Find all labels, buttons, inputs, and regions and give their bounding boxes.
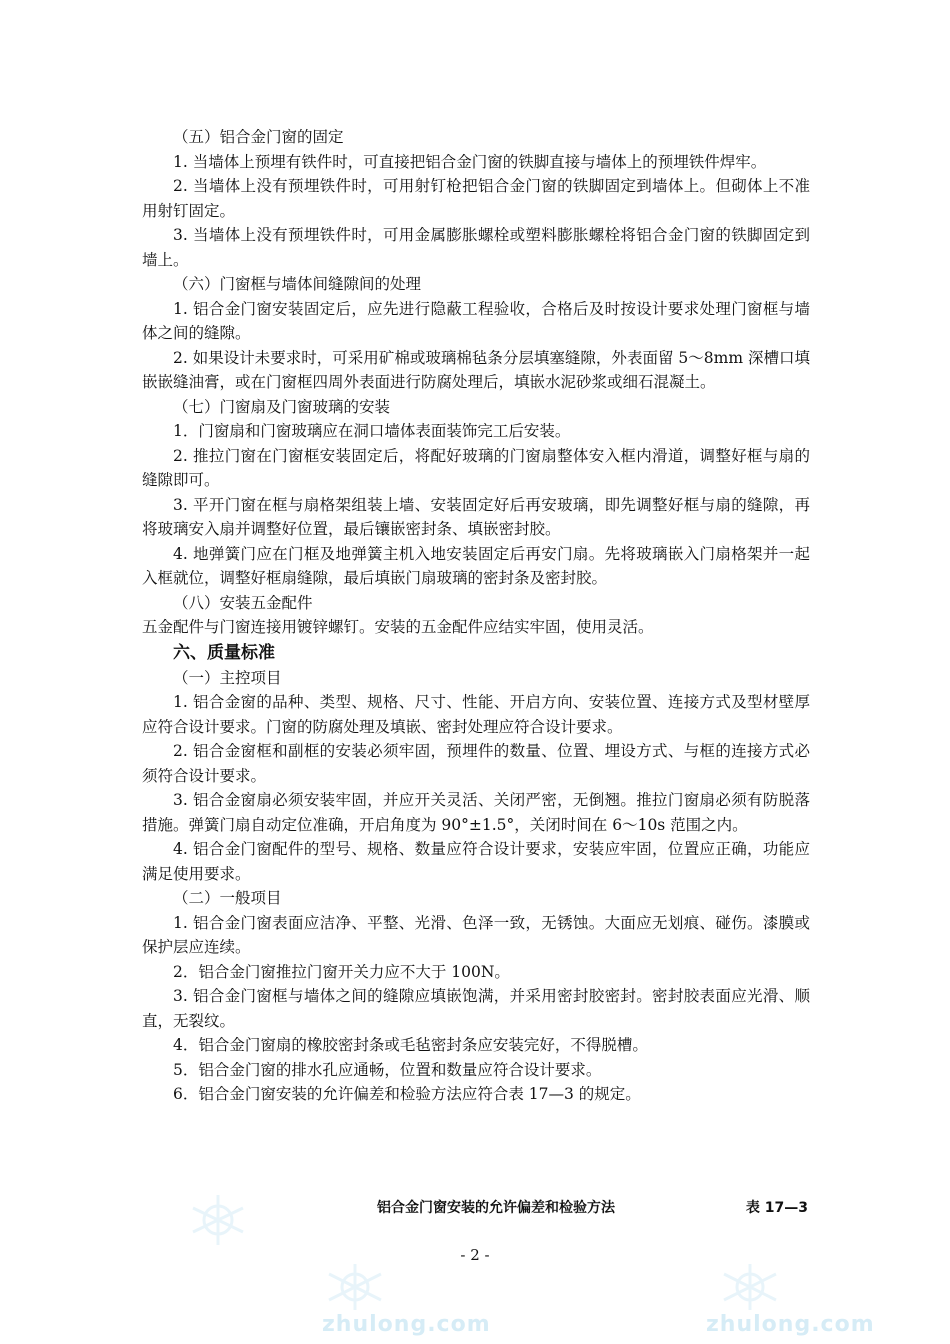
paragraph: 3. 铝合金窗扇必须安装牢固，并应开关灵活、关闭严密，无倒翘。推拉门窗扇必须有防脱落措施。弹簧门扇自动定位准确，开启角度为 90°±1.5°，关闭时间在 6～10s 范围之内。 [142,791,810,834]
paragraph: 1. 铝合金窗的品种、类型、规格、尺寸、性能、开启方向、安装位置、连接方式及型材壁厚应符合设计要求。门窗的防腐处理及填嵌、密封处理应符合设计要求。 [142,693,810,736]
paragraph: 1. 铝合金门窗安装固定后，应先进行隐蔽工程验收，合格后及时按设计要求处理门窗框与墙体之间的缝隙。 [142,299,810,342]
paragraph: 2. 如果设计未要求时，可采用矿棉或玻璃棉毡条分层填塞缝隙，外表面留 5～8mm 深槽口填嵌嵌缝油膏，或在门窗框四周外表面进行防腐处理后，填嵌水泥砂浆或细石混凝土。 [142,348,810,391]
watermark-logo-center [305,1262,405,1312]
chapter-heading-quality-standard: 六、质量标准 [173,642,275,663]
table-caption [142,1197,810,1219]
section-heading-general-items: （二）一般项目 [173,889,282,907]
section-heading-main-items: （一）主控项目 [173,668,282,687]
paragraph: 4．铝合金门窗扇的橡胶密封条或毛毡密封条应安装完好，不得脱槽。 [173,1036,648,1054]
paragraph: 五金配件与门窗连接用镀锌螺钉。安装的五金配件应结实牢固，使用灵活。 [142,618,654,636]
section-heading-6: （六）门窗框与墙体间缝隙间的处理 [173,275,422,293]
paragraph: 3. 当墙体上没有预埋铁件时，可用金属膨胀螺栓或塑料膨胀螺栓将铝合金门窗的铁脚固定到墙上。 [142,226,810,269]
section-heading-8: （八）安装五金配件 [173,593,313,612]
paragraph: 4. 地弹簧门应在门框及地弹簧主机入地安装固定后再安门扇。先将玻璃嵌入门扇格架并一起入框就位，调整好框扇缝隙，最后填嵌门扇玻璃的密封条及密封胶。 [142,544,810,587]
paragraph: 3. 平开门窗在框与扇格架组装上墙、安装固定好后再安玻璃，即先调整好框与扇的缝隙，再将玻璃安入扇并调整好位置，最后镶嵌密封条、填嵌密封胶。 [142,495,810,538]
watermark-snowflake-icon [700,1262,800,1312]
paragraph: 1．门窗扇和门窗玻璃应在洞口墙体表面装饰完工后安装。 [173,422,571,440]
paragraph: 2. 铝合金窗框和副框的安装必须牢固，预埋件的数量、位置、埋设方式、与框的连接方式必须符合设计要求。 [142,742,810,785]
paragraph: 2. 当墙体上没有预埋铁件时，可用射钉枪把铝合金门窗的铁脚固定到墙体上。但砌体上不准用射钉固定。 [142,177,810,220]
table-caption-number: 表 17—3 [745,1200,808,1216]
paragraph: 2. 推拉门窗在门窗框安装固定后，将配好玻璃的门窗扇整体安入框内滑道，调整好框与扇的缝隙即可。 [142,446,810,489]
section-heading-5: （五）铝合金门窗的固定 [173,128,344,146]
table-caption-title: 铝合金门窗安装的允许偏差和检验方法 [377,1200,615,1216]
watermark-snowflake-icon [305,1262,405,1312]
paragraph: 1. 当墙体上预埋有铁件时，可直接把铝合金门窗的铁脚直接与墙体上的预埋铁件焊牢。 [173,152,767,171]
paragraph: 1. 铝合金门窗表面应洁净、平整、光滑、色泽一致，无锈蚀。大面应无划痕、碰伤。漆膜或保护层应连续。 [142,913,810,956]
paragraph: 5．铝合金门窗的排水孔应通畅，位置和数量应符合设计要求。 [173,1060,602,1079]
paragraph: 4. 铝合金门窗配件的型号、规格、数量应符合设计要求，安装应牢固，位置应正确，功能应满足使用要求。 [142,840,810,883]
section-heading-7: （七）门窗扇及门窗玻璃的安装 [173,397,391,416]
document-body [142,125,810,1107]
paragraph: 6．铝合金门窗安装的允许偏差和检验方法应符合表 17—3 的规定。 [173,1085,641,1103]
watermark-logo-right [700,1262,800,1312]
page-number: - 2 - [460,1246,490,1264]
paragraph: 2．铝合金门窗推拉门窗开关力应不大于 100N。 [173,962,510,981]
watermark-text-center: zhulong.com [322,1312,491,1337]
paragraph: 3. 铝合金门窗框与墙体之间的缝隙应填嵌饱满，并采用密封胶密封。密封胶表面应光滑、顺直，无裂纹。 [142,987,810,1030]
watermark-text-right: zhulong.com [706,1312,875,1337]
